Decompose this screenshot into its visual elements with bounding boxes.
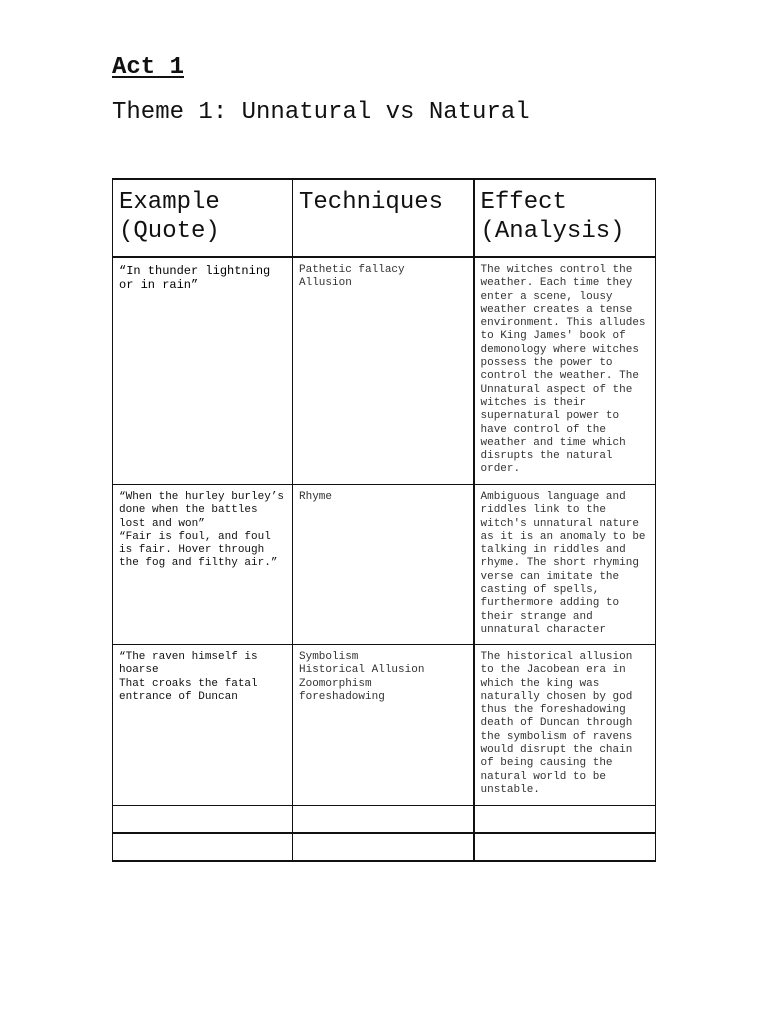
techniques-cell	[293, 806, 474, 834]
effect-cell	[474, 806, 656, 834]
techniques-text: Pathetic fallacy Allusion	[299, 264, 405, 290]
quote-cell	[113, 806, 293, 834]
quote-text: “When the hurley burley’s done when the battles lost and won” “Fair is foul, and foul is fair. Hover through the fog and filthy air.”	[119, 491, 285, 570]
effect-text: Ambiguous language and riddles link to the witch's unnatural nature as it is an anomaly to be talking in riddles and rhyme. The short rhyming verse can imitate the casting of spells, furthermore adding to their strange and unnatural character	[480, 491, 646, 636]
header-techniques: Techniques	[293, 179, 474, 257]
effect-cell	[474, 257, 656, 485]
table-row-empty	[113, 833, 656, 861]
techniques-cell	[293, 257, 474, 485]
quote-cell	[113, 833, 293, 861]
techniques-cell	[293, 833, 474, 861]
quote-cell	[113, 257, 293, 485]
effect-cell	[474, 645, 656, 806]
effect-text: The witches control the weather. Each time they enter a scene, lousy weather creates a tense environment. This alludes to King James' book of demonology where witches possess the power to control the weather. The Unnatural aspect of the witches is their supernatural power to have control of the weather and time which disrupts the natural order.	[480, 264, 646, 476]
table-header-row	[113, 179, 656, 257]
header-effect: Effect (Analysis)	[474, 179, 656, 257]
techniques-text: Symbolism Historical Allusion Zoomorphism foreshadowing	[299, 651, 425, 703]
quote-text: “In thunder lightning or in rain”	[119, 264, 271, 292]
effect-cell	[474, 485, 656, 645]
techniques-cell	[293, 485, 474, 645]
table-row	[113, 485, 656, 645]
effect-cell	[474, 833, 656, 861]
page-heading: Act 1	[112, 54, 185, 81]
table-row-empty	[113, 806, 656, 834]
table-row	[113, 257, 656, 485]
techniques-cell	[293, 645, 474, 806]
table-row	[113, 645, 656, 806]
quote-cell	[113, 485, 293, 645]
quote-text: “The raven himself is hoarse That croaks the fatal entrance of Duncan	[119, 651, 258, 703]
quote-cell	[113, 645, 293, 806]
header-example: Example (Quote)	[113, 179, 293, 257]
techniques-text: Rhyme	[299, 491, 333, 503]
theme-table	[112, 178, 656, 862]
effect-text: The historical allusion to the Jacobean era in which the king was naturally chosen by god thus the foreshadowing death of Duncan through the symbolism of ravens would disrupt the chain of being causing the natural world to be unstable.	[480, 651, 633, 796]
theme-title: Theme 1: Unnatural vs Natural	[112, 99, 530, 126]
